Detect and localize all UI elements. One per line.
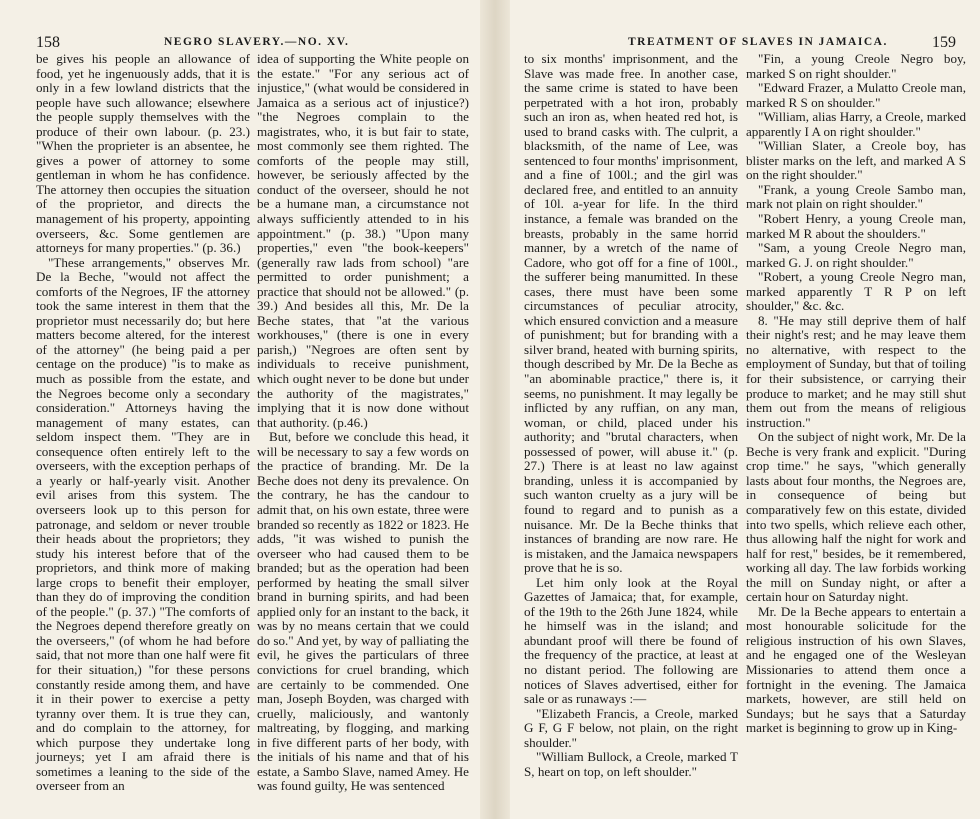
paragraph: to six months' imprisonment, and the Slave was made free. In another case, the same crime is stated to have been perpetrated with a hot iron, probably such an iron as, when heated red hot, is used to brand casks with. The culprit, a blacksmith, of the name of Lee, was sentenced to four months' imprisonment, and a fine of 100l.; and the girl was declared free, and entitled to an annuity of 10l. a-year for life. In the third instance, a female was branded on the breasts, probably in the same horrid manner, by a wretch of the name of Cadore, who got off for a fine of 100l., the sufferer being manumitted. In these cases, there must have been some circumstances of peculiar atrocity, which ensured conviction and a measure of punishment; but for branding with a silver brand, heated with burning spirits, though described by Mr. De la Beche as "an abominable practice," there is, it seems, no punishment. It may legally be inflicted by any ruffian, on any man, woman, or child, placed under his authority; and "brutal characters, when possessed of power, will abuse it." (p. 27.) There is at least no law against branding, unless it is accompanied by such wanton cruelty as a jury will be found to regard and to punish as a nuisance. Mr. De la Beche thinks that instances of branding are now rare. He is mistaken, and the Jamaica newspapers prove that he is so. [524,51,738,576]
paragraph: "Sam, a young Creole Negro man, marked G. J. on right shoulder." [746,240,966,270]
book-gutter [480,0,510,819]
paragraph: "Fin, a young Creole Negro boy, marked S on right shoulder." [746,51,966,81]
right-column-1 [524,52,738,779]
paragraph: "Elizabeth Francis, a Creole, marked G F, G F below, not plain, on the right shoulder." [524,705,738,750]
paragraph: Mr. De la Beche appears to entertain a most honourable solicitude for the religious instruction of his own Slaves, and he engaged one of the Wesleyan Missionaries to attend them once a fortnight in the evening. The Jamaica markets, however, are still held on Sundays; but he says that a Saturday market is beginning to grow up in King- [746,603,966,736]
paragraph: But, before we conclude this head, it will be necessary to say a few words on the practice of branding. Mr. De la Beche does not deny its prevalence. On the contrary, he has the candour to admit that, on his own estate, three were branded so recently as 1822 or 1823. He adds, "it was wished to punish the overseer who had caused them to be branded; but as the operation had been performed by heating the small silver brand in burning spirits, and had been applied only for an instant to the back, it was by no means certain that we could do so." And yet, by way of palliating the evil, he gives the particulars of three convictions for cruel branding, which are certainly to be commended. One man, Joseph Boyden, was charged with cruelly, maliciously, and wantonly maltreating, by flogging, and marking in five different parts of her body, with the initials of his name and that of his estate, a Sambo Slave, named Amey. He was found guilty, He was sentenced [257,429,469,794]
right-running-title: TREATMENT OF SLAVES IN JAMAICA. [628,36,888,48]
right-page-number: 159 [932,34,956,51]
paragraph: 8. "He may still deprive them of half their night's rest; and he may leave them no alternative, with respect to the employment of Sunday, but that of toiling for their subsistence, or carrying their produce to market; and he may still shut them out from the means of religious instruction." [746,312,966,430]
paragraph: "Robert Henry, a young Creole man, marked M R about the shoulders." [746,211,966,241]
paragraph: "These arrangements," observes Mr. De la Beche, "would not affect the comforts of the Negroes, IF the attorney took the same interest in them that the proprietor must necessarily do; but here matters become altered, for the interest of the attorney" (he being paid a per centage on the produce) "is to make as much as possible from the estate, and the Negroes become only a secondary consideration." Attorneys having the management of many estates, can seldom inspect them. "They are in consequence often entirely left to the overseers, with the exception perhaps of a yearly or half-yearly visit. Another evil arises from this system. The overseers look up to this person for patronage, and seldom or never trouble their heads about the proprietors; they study his interest before that of the proprietors, and think more of making large crops to benefit their employer, than they do of improving the condition of the people." (p. 37.) "The comforts of the Negroes depend therefore greatly on the overseers," (of whom he had before said, that not more than one half were fit for their situation,) "for these persons constantly reside among them, and have it in their power to exercise a petty tyranny over them. It is true they can, and do complain to the attorney, for which purpose they undertake long journeys; yet I am afraid there is sometimes a leaning to the side of the overseer from an [36,254,250,794]
left-column-2 [257,52,469,794]
left-page-number: 158 [36,34,60,51]
paragraph: "William, alias Harry, a Creole, marked apparently I A on right shoulder." [746,109,966,139]
paragraph: Let him only look at the Royal Gazettes of Jamaica; that, for example, of the 19th to the 26th June 1824, while he himself was in the island; and abundant proof will there be found of the frequency of the practice, at least at no distant period. The following are notices of Slaves advertised, either for sale or as runaways :— [524,574,738,707]
right-page [510,0,980,819]
left-running-title: NEGRO SLAVERY.—NO. XV. [164,36,350,48]
paragraph: be gives his people an allowance of food, yet he ingenuously adds, that it is only in a few lowland districts that the people have such allowance; elsewhere the people supply themselves with the produce of their own labour. (p. 23.) "When the proprieter is an absentee, he gives a power of attorney to some gentleman in whom he has confidence. The attorney then occupies the situation of the proprietor, and directs the management of his property, appointing overseers, &c. Some gentlemen are attorneys for many properties." (p. 36.) [36,51,250,256]
paragraph: "Frank, a young Creole Sambo man, mark not plain on right shoulder." [746,181,966,212]
left-page [0,0,480,819]
paragraph: idea of supporting the White people on the estate." "For any serious act of injustice," (what would be considered in Jamaica as a serious act of injustice?) "the Negroes complain to the magistrates, who, it is but fair to state, most commonly see them righted. The comforts of the people may still, however, be seriously affected by the conduct of the overseer, should he not be a humane man, a circumstance not always sufficiently attended to in his appointment." (p. 38.) "Upon many properties," even "the book-keepers" (generally raw lads from school) "are permitted to order punishment; a practice that should not be allowed." (p. 39.) And besides all this, Mr. De la Beche states, that "at the various workhouses," (there is one in every parish,) "Negroes are often sent by individuals to receive punishment, which ought never to be done but under the authority of the magistrates," implying that it is now done without that authority. (p.46.) [257,51,469,430]
paragraph: "Robert, a young Creole Negro man, marked apparently T R P on left shoulder," &c. &c. [746,269,966,314]
left-column-1 [36,52,250,794]
paragraph: On the subject of night work, Mr. De la Beche is very frank and explicit. "During crop time." he says, "which generally lasts about four months, the Negroes are, in consequence of being but comparatively few on this estate, divided into two spells, which relieve each other, thus allowing half the night for work and half for rest," besides, be it remembered, working all day. The law forbids working the mill on Sunday night, or after a certain hour on Saturday night. [746,429,966,605]
paragraph: "Edward Frazer, a Mulatto Creole man, marked R S on shoulder." [746,80,966,110]
paragraph: "William Bullock, a Creole, marked T S, heart on top, on left shoulder." [524,749,738,779]
paragraph: "Willian Slater, a Creole boy, has blister marks on the left, and marked A S on the right shoulder." [746,138,966,183]
right-column-2 [746,52,966,736]
